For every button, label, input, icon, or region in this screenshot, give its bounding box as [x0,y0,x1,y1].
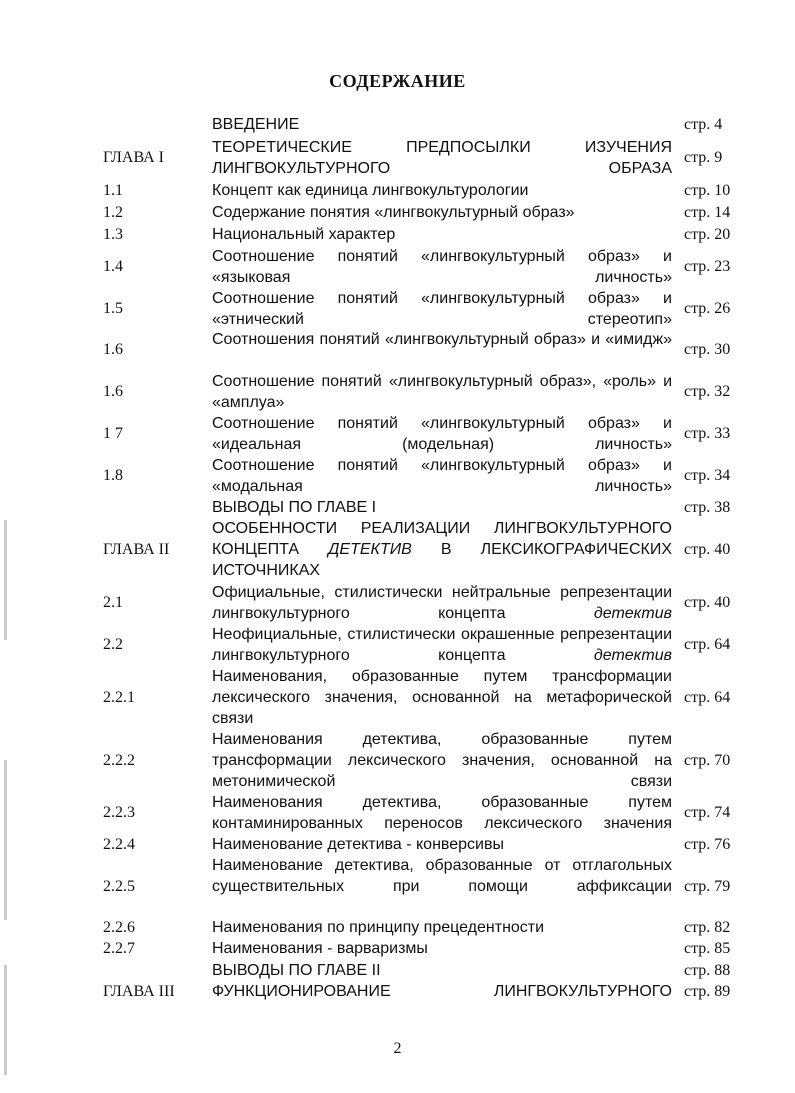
toc-entry [0,246,795,288]
toc-entry [0,455,795,497]
toc-entry-number: ГЛАВА I [103,149,164,166]
toc-entry-title: Наименования, образованные путем трансформации лексического значения, основанной на метафорической связи [212,668,672,727]
toc-entry [0,371,795,413]
toc-entry-title: Содержание понятия «лингвокультурный образ» [212,204,575,221]
toc-entry-title: Наименование детектива - конверсивы [212,836,504,853]
toc-title: СОДЕРЖАНИЕ [329,71,466,91]
toc-entry-page: стр. 40 [684,540,731,558]
toc-entry-number: 1.1 [103,181,123,199]
toc-entry-number: 2.2.3 [103,804,135,821]
toc-entry-number: 2.2.5 [103,877,135,895]
toc-entry-title-part: В ЛЕКСИКОГРАФИЧЕСКИХ ИСТОЧНИКАХ [212,541,673,579]
toc-entry-title [212,518,672,581]
toc-entry-title-italic: детектив [593,647,672,664]
toc-entry-number [103,114,203,135]
toc-entry-title: Соотношение понятий «лингвокультурный образ», «роль» и «амплуа» [212,373,672,411]
toc-entry-page: стр. 30 [684,341,731,358]
toc-entry [0,137,795,179]
toc-entry-title: Соотношение понятий «лингвокультурный образ» и «модальная личность» [212,457,672,495]
toc-entry-page: стр. 38 [684,498,731,516]
toc-entry [0,960,795,981]
toc-entry-title-italic: детектив [593,605,672,622]
toc-entry-page: стр. 85 [684,939,731,957]
toc-entry-title: ТЕОРЕТИЧЕСКИЕ ПРЕДПОСЫЛКИ ИЗУЧЕНИЯ ЛИНГВОКУЛЬТУРНОГО ОБРАЗА [212,139,672,177]
toc-entry-number [103,497,203,518]
toc-entry-page: стр. 32 [684,383,731,400]
toc-entry [0,224,795,245]
toc-entry [0,114,795,135]
toc-entry-number: 2.1 [103,594,123,611]
toc-entry-number: 1.3 [103,225,123,243]
toc-entry-number: 1.2 [103,203,123,221]
toc-entry [0,288,795,330]
toc-entry-number: 1 7 [103,425,123,442]
scan-margin-artifact [4,520,7,640]
toc-entry-page: стр. 34 [684,467,731,484]
toc-entry-number: 1.6 [103,383,123,400]
toc-entry-number: 1.5 [103,300,123,317]
toc-entry-page: стр. 4 [684,115,723,133]
toc-entry [0,413,795,455]
toc-entry-number: 2.2.6 [103,918,135,936]
scan-margin-artifact [4,965,7,1075]
toc-entry-title: Наименования - варваризмы [212,940,428,957]
toc-entry-number: 1.8 [103,467,123,484]
toc-entry-title: ВЫВОДЫ ПО ГЛАВЕ II [212,962,381,979]
toc-entry-title: Наименования по принципу прецедентности [212,919,545,936]
toc-entry-title-part: Официальные, стилистически нейтральные репрезентации лингвокультурного концепта [212,584,672,622]
toc-entry-number: 2.2.7 [103,939,135,957]
toc-entry-page: стр. 64 [684,636,731,653]
toc-entry-title: Соотношение понятий «лингвокультурный образ» и «языковая личность» [212,248,672,286]
toc-entry-page: стр. 20 [684,225,731,243]
toc-entry-page: стр. 70 [684,751,731,769]
toc-entry [0,792,795,834]
toc-entry-page: стр. 82 [684,918,731,936]
toc-entry-title: ФУНКЦИОНИРОВАНИЕ ЛИНГВОКУЛЬТУРНОГО [212,983,672,1000]
toc-entry-number: 2.2.2 [103,751,135,769]
toc-entry-page: стр. 79 [684,877,731,895]
toc-entry-page: стр. 76 [684,835,731,853]
toc-entry-number: 2.2 [103,636,123,653]
toc-entry [0,834,795,855]
toc-entry-title: ВВЕДЕНИЕ [212,116,300,133]
toc-entry-title: Наименования детектива, образованные путем трансформации лексического значения, основанной на метонимической связи [212,731,672,790]
toc-entry-title: Национальный характер [212,226,396,243]
toc-entry-page: стр. 14 [684,203,731,221]
toc-entry [0,329,795,371]
toc-entry-number: ГЛАВА III [103,982,175,1000]
toc-entry-number: ГЛАВА II [103,540,170,558]
toc-entry-number: 2.2.1 [103,688,135,706]
toc-entry-title: Наименования детектива, образованные путем контаминированных переносов лексического значения [212,794,672,832]
toc-entry [0,497,795,518]
toc-entry [0,855,795,918]
toc-entry [0,981,795,1002]
toc-entry-title: Соотношения понятий «лингвокультурный образ» и «имидж» [212,331,672,348]
toc-entry [0,624,795,666]
toc-entry-title: Соотношение понятий «лингвокультурный образ» и «этнический стереотип» [212,290,672,328]
toc-entry-number: 2.2.4 [103,835,135,853]
toc-entry [0,180,795,201]
toc-entry-number: 1.6 [103,341,123,358]
toc-entry [0,938,795,959]
toc-entry-page: стр. 23 [684,258,731,275]
toc-entry [0,518,795,581]
toc-entry-page: стр. 26 [684,300,731,317]
toc-entry-number [103,960,203,981]
toc-entry-number: 1.4 [103,258,123,275]
toc-entry-title: Наименование детектива, образованные от отглагольных существительных при помощи аффиксации [212,857,672,895]
toc-entry-title-part: Неофициальные, стилистически окрашенные репрезентации лингвокультурного концепта [212,626,672,664]
toc-entry-title: ВЫВОДЫ ПО ГЛАВЕ I [212,499,377,516]
toc-entry [0,202,795,223]
toc-entry-title: Концепт как единица лингвокультурологии [212,182,529,199]
toc-entry-title: Соотношение понятий «лингвокультурный образ» и «идеальная (модельная) личность» [212,415,672,453]
toc-entry-page: стр. 89 [684,982,731,1000]
toc-entry-page: стр. 88 [684,961,731,979]
toc-entry-title [212,624,672,666]
toc-entry-title-italic: ДЕТЕКТИВ [328,541,412,558]
toc-entry-page: стр. 64 [684,688,731,706]
scan-margin-artifact [4,760,7,920]
toc-entry-page: стр. 10 [684,181,731,199]
toc-entry [0,917,795,938]
toc-entry-page: стр. 40 [684,594,731,611]
toc-entry-page: стр. 74 [684,804,731,821]
toc-entry-page: стр. 9 [684,149,723,166]
page-number: 2 [393,1040,402,1057]
toc-entry-page: стр. 33 [684,425,731,442]
toc-entry-title [212,582,672,624]
toc-entry [0,666,795,729]
toc-entry-title-part: ОСОБЕННОСТИ РЕАЛИЗАЦИИ ЛИНГВОКУЛЬТУРНОГО КОНЦЕПТА [212,520,672,558]
toc-entry [0,582,795,624]
toc-entry [0,729,795,792]
